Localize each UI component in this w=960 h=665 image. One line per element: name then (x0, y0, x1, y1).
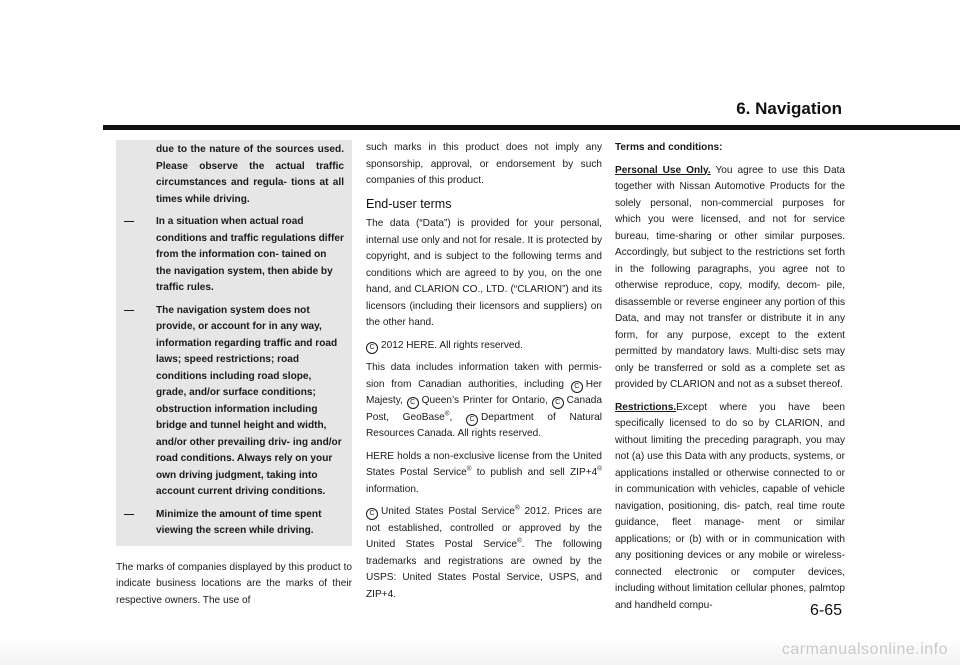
terms-heading: Terms and conditions: (615, 142, 723, 153)
column-3 (615, 140, 845, 620)
restrictions-lead: Restrictions. (615, 401, 677, 413)
warning-text: The navigation system does not provide, or account for in any way, information regarding traffic and road laws; speed restrictions; road conditions including road slope, grade, and/or surface conditions; obstruction information including bridge and tunnel height and width, and/or other prevailing driv- ing and/or road conditions. Always rely on your own driving judgment, taking into account current driving conditions. (156, 304, 342, 497)
marks-continuation: such marks in this product does not imply any sponsorship, approval, or endorsement by such companies of this product. (366, 142, 602, 186)
warning-item (124, 303, 344, 501)
usps-paragraph: C United States Postal Service® 2012. Prices are not established, controlled or approved by the United States Postal Service®. The following trademarks and registrations are owned by the USPS: United States Postal Service, USPS, and ZIP+4. (366, 504, 602, 600)
column-2 (366, 140, 602, 609)
copyright-icon: C (466, 414, 478, 426)
warning-text: Minimize the amount of time spent viewing the screen while driving. (156, 508, 322, 536)
header-rule (103, 125, 960, 130)
canadian-authorities-paragraph: This data includes information taken with permis- sion from Canadian authorities, including C Her Majesty, C Queen’s Printer for Ontario, C Canada Post, GeoBase®, C Department of Natural Resources Canada. All rights reserved. (366, 362, 602, 439)
warning-box (116, 140, 352, 546)
copyright-icon: C (571, 381, 583, 393)
copyright-icon: C (552, 397, 564, 409)
copyright-line: C 2012 HERE. All rights reserved. (366, 338, 602, 355)
page-title: 6. Navigation (736, 99, 842, 118)
here-license-paragraph: HERE holds a non-exclusive license from the United States Postal Service® to publish and sell ZIP+4® information. (366, 450, 602, 495)
page-number: 6-65 (809, 602, 842, 619)
warning-dash: — (124, 216, 135, 227)
warning-continuation: due to the nature of the sources used. Please observe the actual traffic circumstances and regula- tions at all times while driving. (156, 144, 344, 205)
registered-mark: ® (444, 410, 450, 418)
registered-mark: ® (597, 465, 602, 473)
data-terms-paragraph: The data (“Data”) is provided for your personal, internal use only and not for resale. It is protected by copyright, and is subject to the following terms and conditions which are agreed to by you, on the one hand, and CLARION CO., LTD. (“CLARION”) and its licensors (including their licensors and suppliers) on the other hand. (366, 218, 602, 328)
warning-item (124, 507, 344, 540)
copyright-icon: C (366, 508, 378, 520)
personal-use-lead: Personal Use Only. (615, 164, 711, 176)
marks-paragraph: The marks of companies displayed by this product to indicate business locations are the marks of their respective owners. The use of (116, 561, 352, 606)
section-title-end-user-terms: End-user terms (366, 196, 452, 211)
warning-text: In a situation when actual road conditions and traffic regulations differ from the information con- tained on the navigation system, then abide by traffic rules. (156, 216, 344, 293)
restrictions-paragraph: Restrictions.Except where you have been specifically licensed to do so by CLARION, and without limiting the preceding paragraph, you may not (a) use this Data with any products, systems, or applications installed or otherwise connected to or in communication with vehicles, capable of vehicle navigation, positioning, dis- patch, real time route guidance, fleet manage- ment or similar applications; or (b) with or in communication with any positioning devices or any mobile or wireless-connected electronic or computer devices, including without limitation cellular phones, palmtop and handheld compu- (615, 401, 845, 611)
registered-mark: ® (514, 504, 520, 512)
registered-mark: ® (516, 537, 522, 545)
copyright-icon: C (407, 397, 419, 409)
personal-use-paragraph: Personal Use Only. You agree to use this Data together with Nissan Automotive Products for the solely personal, non-commercial purposes for which you were licensed, and not for service bureau, time-sharing or other similar purposes. Accordingly, but subject to the restrictions set forth in the following paragraphs, you agree not to otherwise reproduce, copy, modify, decom- pile, disassemble or reverse engineer any portion of this Data, and may not transfer or distribute it in any form, for any purpose, except to the extent permitted by mandatory laws. Multi-disc sets may only be transferred or sold as a complete set as provided by CLARION and not as a subset thereof. (615, 164, 845, 390)
registered-mark: ® (466, 465, 472, 473)
copyright-icon: C (366, 342, 378, 354)
warning-dash: — (124, 304, 135, 316)
watermark: carmanualsonline.info (781, 641, 948, 658)
warning-item (124, 214, 344, 297)
warning-dash: — (124, 508, 135, 520)
column-1 (116, 140, 352, 615)
